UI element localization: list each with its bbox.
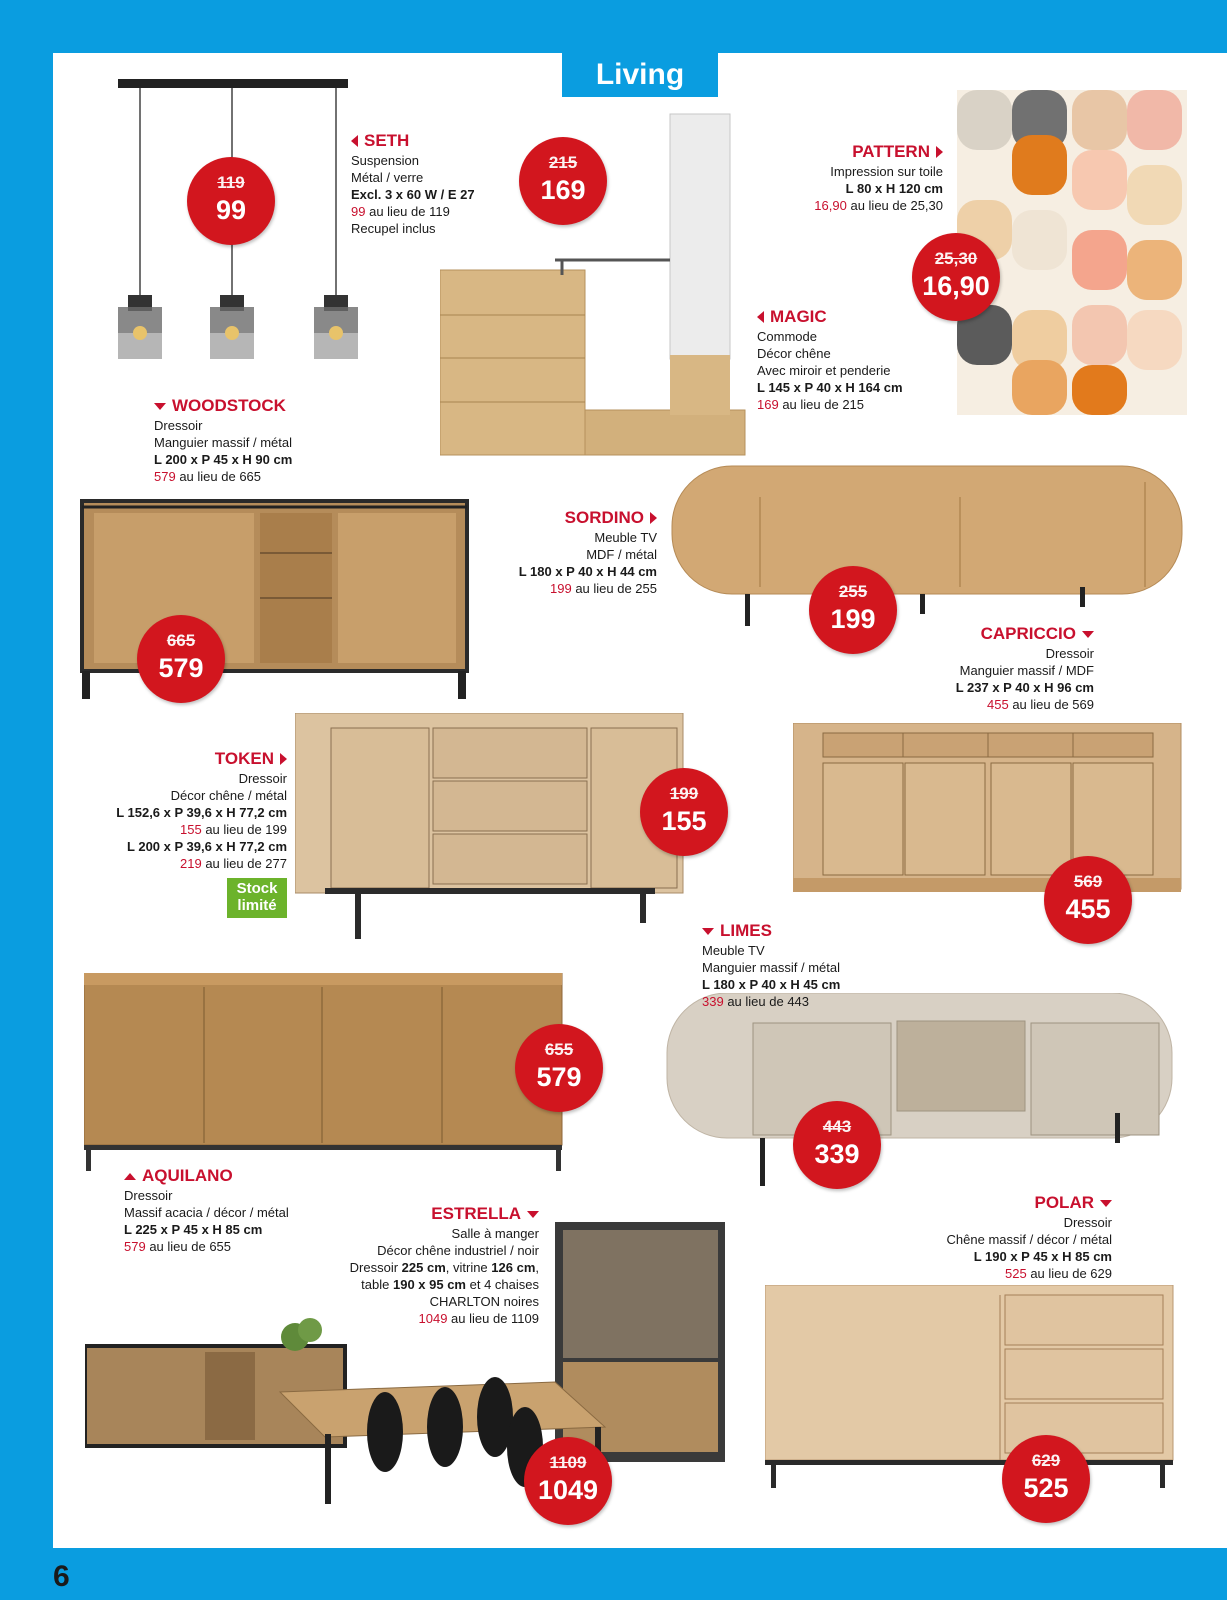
product-limes: LIMES Meuble TV Manguier massif / métal L 180 x P 40 x H 45 cm 339 au lieu de 443 — [702, 921, 841, 1009]
price-badge-limes: 443 339 — [793, 1101, 881, 1189]
polar-sideboard-image — [765, 1285, 1175, 1490]
section-title: Living — [562, 53, 718, 97]
arrow-down-icon — [154, 403, 166, 410]
price-badge-magic: 215 169 — [519, 137, 607, 225]
price-badge-estrella: 1109 1049 — [524, 1437, 612, 1525]
price-badge-sordino: 255 199 — [809, 566, 897, 654]
product-sordino: SORDINO Meuble TV MDF / métal L 180 x P 40 x H 44 cm 199 au lieu de 255 — [518, 508, 657, 596]
token-sideboard-image — [295, 713, 685, 945]
product-woodstock: WOODSTOCK Dressoir Manguier massif / métal L 200 x P 45 x H 90 cm 579 au lieu de 665 — [154, 396, 293, 484]
arrow-down-icon — [702, 928, 714, 935]
price-badge-woodstock: 665 579 — [137, 615, 225, 703]
product-token: TOKEN Dressoir Décor chêne / métal L 152,6 x P 39,6 x H 77,2 cm 155 au lieu de 199 L 200 x P 39,6 x H 77,2 cm 219 au lieu de 277 — [116, 749, 287, 871]
price-badge-seth: 119 99 — [187, 157, 275, 245]
price-badge-polar: 629 525 — [1002, 1435, 1090, 1523]
arrow-right-icon — [280, 753, 287, 765]
limes-tv-unit-image — [665, 993, 1175, 1193]
product-polar: POLAR Dressoir Chêne massif / décor / métal L 190 x P 45 x H 85 cm 525 au lieu de 629 — [946, 1193, 1112, 1281]
stock-limited-badge: Stock limité — [227, 878, 287, 918]
arrow-left-icon — [757, 311, 764, 323]
arrow-right-icon — [650, 512, 657, 524]
arrow-right-icon — [936, 146, 943, 158]
price-badge-token: 199 155 — [640, 768, 728, 856]
product-magic: MAGIC Commode Décor chêne Avec miroir et penderie L 145 x P 40 x H 164 cm 169 au lieu de 215 — [757, 307, 903, 412]
product-estrella: ESTRELLA Salle à manger Décor chêne industriel / noir Dressoir 225 cm, vitrine 126 cm, table 190 x 95 cm et 4 chaises CHARLTON noires 1049 au lieu de 1109 — [349, 1204, 539, 1326]
product-pattern: PATTERN Impression sur toile L 80 x H 120 cm 16,90 au lieu de 25,30 — [814, 142, 943, 213]
product-capriccio: CAPRICCIO Dressoir Manguier massif / MDF L 237 x P 40 x H 96 cm 455 au lieu de 569 — [955, 624, 1094, 712]
product-aquilano: AQUILANO Dressoir Massif acacia / décor / métal L 225 x P 45 x H 85 cm 579 au lieu de 655 — [124, 1166, 289, 1254]
arrow-left-icon — [351, 135, 358, 147]
arrow-down-icon — [1082, 631, 1094, 638]
price-badge-pattern: 25,30 16,90 — [912, 233, 1000, 321]
page-number: 6 — [53, 1560, 70, 1593]
arrow-down-icon — [1100, 1200, 1112, 1207]
price-badge-aquilano: 655 579 — [515, 1024, 603, 1112]
arrow-up-icon — [124, 1173, 136, 1180]
product-seth: SETH Suspension Métal / verre Excl. 3 x 60 W / E 27 99 au lieu de 119 Recupel inclus — [351, 131, 475, 236]
aquilano-sideboard-image — [84, 973, 564, 1173]
price-badge-capriccio: 569 455 — [1044, 856, 1132, 944]
sordino-tv-unit-image — [670, 462, 1185, 632]
arrow-down-icon — [527, 1211, 539, 1218]
